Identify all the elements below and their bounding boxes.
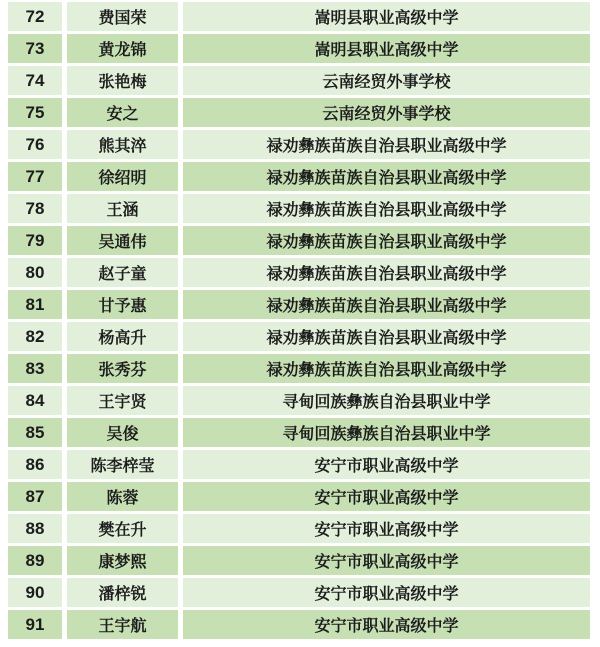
table-row [8,66,590,95]
table-row [8,98,590,127]
name-cell: 甘予惠 [67,290,178,319]
table-row [8,194,590,223]
name-cell: 陈李梓莹 [67,450,178,479]
table-row [8,546,590,575]
rank-cell: 83 [8,354,62,383]
table-row [8,226,590,255]
name-cell: 张秀芬 [67,354,178,383]
rank-cell: 76 [8,130,62,159]
rank-cell: 87 [8,482,62,511]
table-row [8,610,590,639]
rank-cell: 78 [8,194,62,223]
rank-cell: 84 [8,386,62,415]
rank-cell: 74 [8,66,62,95]
name-cell: 安之 [67,98,178,127]
rank-cell: 80 [8,258,62,287]
school-cell: 寻甸回族彝族自治县职业中学 [183,386,590,415]
school-cell: 禄劝彝族苗族自治县职业高级中学 [183,258,590,287]
rank-cell: 89 [8,546,62,575]
rank-cell: 75 [8,98,62,127]
name-cell: 吴俊 [67,418,178,447]
school-cell: 云南经贸外事学校 [183,66,590,95]
name-cell: 康梦熙 [67,546,178,575]
rank-cell: 88 [8,514,62,543]
table-row [8,34,590,63]
school-cell: 禄劝彝族苗族自治县职业高级中学 [183,130,590,159]
name-cell: 陈蓉 [67,482,178,511]
table-row [8,2,590,31]
table-row [8,290,590,319]
table-row [8,258,590,287]
rank-cell: 81 [8,290,62,319]
rank-cell: 90 [8,578,62,607]
school-cell: 禄劝彝族苗族自治县职业高级中学 [183,322,590,351]
school-cell: 安宁市职业高级中学 [183,578,590,607]
table-row [8,482,590,511]
school-cell: 嵩明县职业高级中学 [183,2,590,31]
school-cell: 禄劝彝族苗族自治县职业高级中学 [183,354,590,383]
table-row [8,450,590,479]
name-cell: 樊在升 [67,514,178,543]
table-row [8,514,590,543]
rank-cell: 77 [8,162,62,191]
name-cell: 王宇航 [67,610,178,639]
table-row [8,354,590,383]
name-cell: 熊其淬 [67,130,178,159]
name-cell: 赵子童 [67,258,178,287]
rank-cell: 91 [8,610,62,639]
name-cell: 杨高升 [67,322,178,351]
name-cell: 王宇贤 [67,386,178,415]
rank-cell: 85 [8,418,62,447]
school-cell: 安宁市职业高级中学 [183,482,590,511]
roster-table-body [8,2,590,639]
rank-cell: 79 [8,226,62,255]
school-cell: 安宁市职业高级中学 [183,546,590,575]
table-row [8,386,590,415]
school-cell: 安宁市职业高级中学 [183,610,590,639]
table-row [8,418,590,447]
rank-cell: 82 [8,322,62,351]
table-row [8,578,590,607]
school-cell: 嵩明县职业高级中学 [183,34,590,63]
rank-cell: 73 [8,34,62,63]
school-cell: 云南经贸外事学校 [183,98,590,127]
name-cell: 费国荣 [67,2,178,31]
school-cell: 安宁市职业高级中学 [183,514,590,543]
school-cell: 禄劝彝族苗族自治县职业高级中学 [183,194,590,223]
school-cell: 安宁市职业高级中学 [183,450,590,479]
rank-cell: 86 [8,450,62,479]
table-row [8,130,590,159]
school-cell: 禄劝彝族苗族自治县职业高级中学 [183,226,590,255]
name-cell: 黄龙锦 [67,34,178,63]
name-cell: 吴通伟 [67,226,178,255]
name-cell: 张艳梅 [67,66,178,95]
name-cell: 徐绍明 [67,162,178,191]
school-cell: 禄劝彝族苗族自治县职业高级中学 [183,162,590,191]
school-cell: 禄劝彝族苗族自治县职业高级中学 [183,290,590,319]
table-row [8,322,590,351]
name-cell: 潘梓锐 [67,578,178,607]
school-cell: 寻甸回族彝族自治县职业中学 [183,418,590,447]
name-cell: 王涵 [67,194,178,223]
rank-cell: 72 [8,2,62,31]
table-row [8,162,590,191]
